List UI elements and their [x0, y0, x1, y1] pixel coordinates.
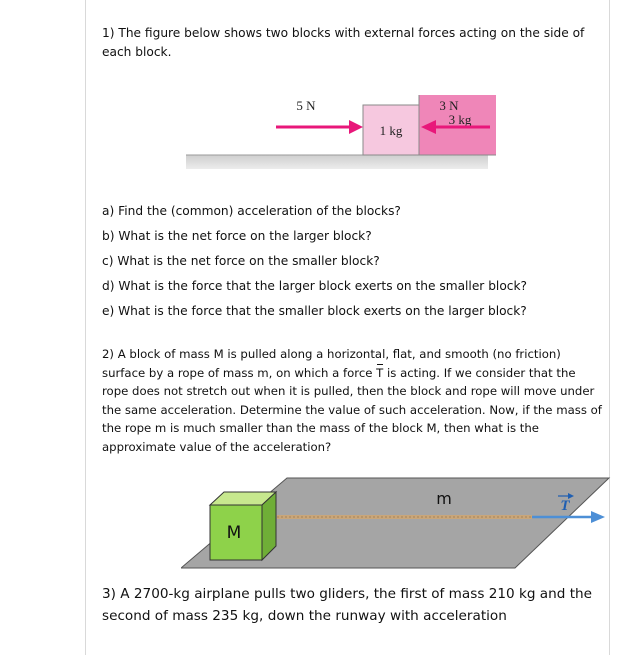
worksheet-page: [85, 0, 610, 655]
right-force-group: [396, 85, 506, 145]
tension-label: T: [560, 498, 570, 514]
q1-part-d: d) What is the force that the larger block exerts on the smaller block?: [102, 279, 528, 293]
left-force-label: 5 N: [296, 98, 316, 113]
right-force-label: 3 N: [439, 98, 459, 113]
q1-part-b: b) What is the net force on the larger block?: [102, 229, 372, 243]
q2-text-b: is acting. If we consider that the rope does not stretch out when it is pulled, then the block and rope will move under the same acceleration. Determine the value of such acceleration. Now, if the mass of the rope m is much smaller than the mass of the block M, then what is the approximate value of the acceleration?: [102, 365, 602, 454]
q1-part-a: a) Find the (common) acceleration of the blocks?: [102, 204, 401, 218]
ground: [186, 155, 488, 169]
q2-text-a: 2) A block of mass M is pulled along a horizontal, flat, and smooth (no friction) surface by a rope of mass m, on which a force: [102, 347, 561, 380]
q2-force-symbol: T: [376, 364, 383, 383]
block-rope-figure: [181, 472, 611, 572]
large-block-label: 3 kg: [448, 112, 472, 127]
q1-part-c: c) What is the net force on the smaller block?: [102, 254, 380, 268]
small-block-label: 1 kg: [379, 123, 403, 138]
rope-mass-label: m: [436, 489, 452, 508]
q3-text: 3) A 2700-kg airplane pulls two gliders, the first of mass 210 kg and the second of mass 235 kg, down the runway with acceleration: [102, 586, 593, 624]
q1-part-e: e) What is the force that the smaller block exerts on the larger block?: [102, 304, 527, 318]
q2-text: [102, 345, 602, 456]
block-M-label: M: [226, 523, 242, 543]
q1-intro: 1) The figure below shows two blocks with external forces acting on the side of each block.: [102, 26, 585, 59]
